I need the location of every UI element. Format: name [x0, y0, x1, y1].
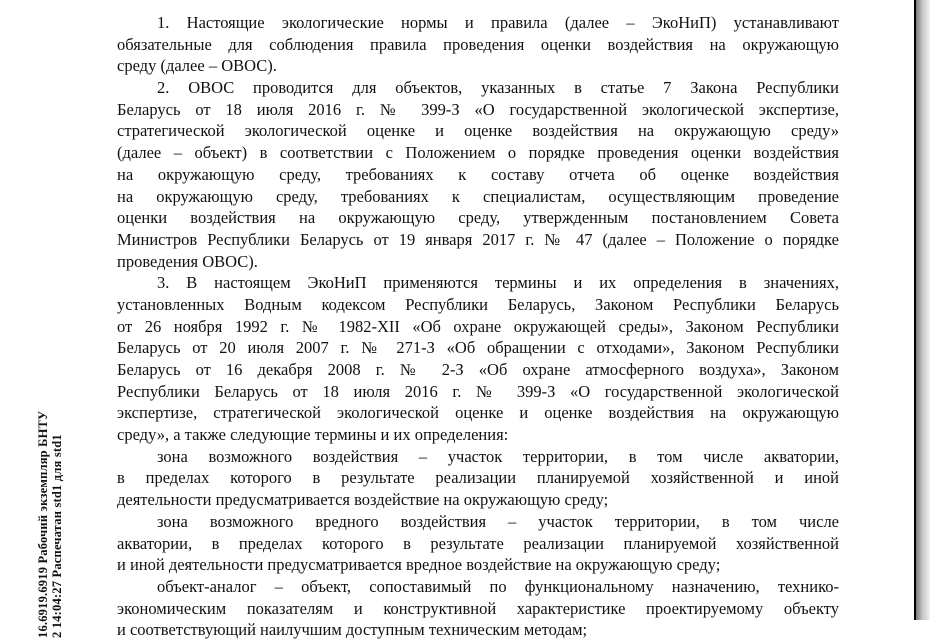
text-line: от 26 ноября 1992 г. № 1982-XII «Об охране окружающей среды», Законом Республики: [117, 316, 839, 336]
text-line: установленных Водным кодексом Республики Беларусь, Законом Республики Беларусь: [117, 294, 839, 314]
text-line: Министров Республики Беларусь от 19 января 2017 г. № 47 (далее – Положение о порядке: [117, 229, 839, 249]
term-definition: [117, 446, 839, 511]
text-line: акватории, в пределах которого в результате реализации планируемой хозяйственной: [117, 533, 839, 553]
text-line: проведения ОВОС).: [117, 251, 258, 271]
text-line: среду (далее – ОВОС).: [117, 56, 277, 76]
text-line: (далее – объект) в соответствии с Положением о порядке проведения оценки воздействия: [117, 143, 839, 163]
text-line: экспертизе, стратегической экологической оценке и оценке воздействия на окружающую: [117, 403, 839, 423]
text-line: деятельности предусматривается воздействие на окружающую среду;: [117, 490, 609, 510]
text-line: стратегической экологической оценке и оценке воздействия на окружающую среду»: [117, 121, 839, 141]
text-line: Беларусь от 20 июля 2007 г. № 271-З «Об обращении с отходами», Законом Республики: [117, 338, 839, 358]
text-line: зона возможного воздействия – участок территории, в том числе акватории,: [157, 446, 839, 466]
text-line: объект-аналог – объект, сопоставимый по функциональному назначению, технико-: [157, 576, 839, 596]
text-line: Республики Беларусь от 18 июля 2016 г. № 399-З «О государственной экологической: [117, 381, 839, 401]
text-line: в пределах которого в результате реализации планируемой хозяйственной и иной: [117, 468, 839, 488]
term-definition: [117, 511, 839, 576]
text-line: обязательные для соблюдения правила проведения оценки воздействия на окружающую: [117, 34, 839, 54]
text-line: и соответствующий наилучшим доступным техническим методам;: [117, 620, 588, 640]
text-line: 1. Настоящие экологические нормы и правила (далее – ЭкоНиП) устанавливают: [157, 13, 839, 32]
paragraph-1: [117, 12, 839, 77]
term-definition: [117, 576, 839, 641]
text-line: на окружающую среду, требованиях к специалистам, осуществляющим проведение: [117, 186, 839, 206]
text-line: 2. ОВОС проводится для объектов, указанных в статье 7 Закона Республики: [157, 78, 839, 98]
text-line: оценки воздействия на окружающую среду, утвержденным постановлением Совета: [117, 208, 839, 228]
page-shadow: [916, 0, 930, 620]
margin-stamp: [0, 0, 64, 638]
text-line: экономическим показателям и конструктивной характеристике проектируемому объекту: [117, 598, 839, 618]
text-line: Беларусь от 16 декабря 2008 г. № 2-З «Об охране атмосферного воздуха», Законом: [117, 360, 839, 379]
stamp-line-2: 2 14:04:27 Распечатан std1 для std1: [50, 434, 64, 638]
document-body: [117, 12, 839, 641]
text-line: зона возможного вредного воздействия – участок территории, в том числе: [157, 511, 839, 531]
paragraph-3: [117, 272, 839, 446]
text-line: на окружающую среду, требованиях к составу отчета об оценке воздействия: [117, 164, 839, 184]
text-line: и иной деятельности предусматривается вредное воздействие на окружающую среду;: [117, 555, 721, 575]
text-line: 3. В настоящем ЭкоНиП применяются термины и их определения в значениях,: [157, 273, 839, 293]
text-line: среду», а также следующие термины и их определения:: [117, 425, 509, 445]
paragraph-2: [117, 77, 839, 272]
stamp-line-1: 16.6919.6919 Рабочий экземпляр БНТУ: [36, 410, 50, 638]
text-line: Беларусь от 18 июля 2016 г. № 399-З «О государственной экологической экспертизе,: [117, 99, 839, 119]
